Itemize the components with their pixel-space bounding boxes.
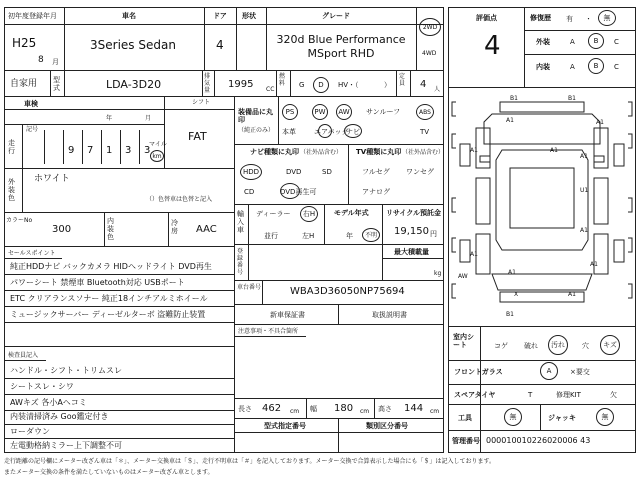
inspection-year: 年 [106,115,113,122]
inspector-note-2: シートスレ・シワ [10,382,74,391]
manual-label: 取扱説明書 [372,311,407,319]
capacity-label: 定員 [399,73,406,87]
jack-none-circled: 無 [596,408,614,426]
height-value: 144 [404,403,424,414]
displacement: 1995 [228,79,254,90]
reg-era: H25 [12,36,37,50]
repair-label: 修復歴 [530,14,551,22]
seat-hole: 穴 [582,342,589,350]
displacement-label: 排気量 [204,73,211,94]
navi-label: ナビ種類に丸印 [250,148,299,156]
mark-rear-a1: A1 [568,291,576,298]
car-name: 3Series Sedan [90,38,176,52]
mark-rear-bumper: B1 [506,311,514,318]
exterior-grade-a: A [570,38,575,46]
repair-no-circled: 無 [598,10,616,26]
ac-label: 冷房 [171,219,178,235]
mileage-digit-2: 7 [87,145,94,156]
equip-leather: 本革 [282,128,296,136]
import-dealer: ディーラー [256,210,291,218]
jack-label: ジャッキ [548,414,576,422]
mark-left-front: A1 [470,147,478,154]
seat-tear: 破れ [524,342,538,350]
equip-abs-circled: ABS [416,104,434,120]
tv-sub: （社外品含む） [402,149,445,156]
fuel-close: ） [384,81,391,89]
registration-label: 登録番号 [237,248,244,276]
length-value: 462 [262,403,282,414]
mileage-note: 記号 [26,126,39,133]
sales-point-1: 純正HDDナビ バックカメラ HIDヘッドライト DVD再生 [10,262,212,271]
recycle-value: 19,150 [394,226,429,237]
mark-roof: A1 [550,147,558,154]
inspection-label: 車検 [24,100,38,108]
inspector-note-3: AWキズ 各小Aヘコミ [10,398,87,407]
equipment-label: 装備品に丸印 [238,108,273,124]
month-unit: 月 [52,58,59,66]
sales-point-4: ミュージックサーバー ディーゼルターボ 盗難防止装置 [10,310,206,319]
equip-navi: ナビ [346,128,360,136]
equip-airbag-circle [318,124,332,138]
navi-dvd: DVD [286,168,302,176]
interior-color-label: 内装色 [107,217,114,241]
navi-cd: CD [244,188,255,196]
length-label: 長さ [238,405,252,413]
capacity: 4 [420,79,427,90]
type-label: 型式 [53,76,60,92]
mgmt-label: 管理番号 [452,437,480,445]
sales-point-2: パワーシート 禁煙車 Bluetooth対応 USBポート [10,278,185,287]
import-parallel: 並行 [264,232,278,240]
tv-label: TV種類に丸印 [356,148,402,156]
spare-label: スペアタイヤ [454,391,496,399]
mark-rear-x: X [514,291,519,298]
model-code: LDA-3D20 [106,78,162,91]
class-label: 類別区分番号 [366,422,408,430]
navi-dvd-play: DVD再生可 [280,188,317,196]
drive-4wd: 4WD [422,50,437,57]
navi-dvd-play-circle [280,183,300,199]
interior-grade-b-circled: B [588,58,604,74]
inspector-note-6: 左電動格納ミラー上下調整不可 [10,441,122,450]
tv-analog: アナログ [362,188,390,196]
footer-line-2: またメーター交換の条件を満たしていないものはメーター改ざん車とします。 [4,469,214,476]
exterior-label: 外装色 [8,178,15,202]
mileage-unit-km-circled: km [150,150,164,162]
equip-sunroof: サンルーフ [366,108,401,116]
import-right-handle-circled: 右H [300,206,318,222]
equip-airbag: エアバッグ [314,128,349,136]
exterior-color: ホワイト [34,174,70,184]
cc-unit: CC [266,86,275,93]
mark-rear-right: A1 [590,261,598,268]
equip-navi-circle [344,124,362,138]
grade-line-1: 320d Blue Performance [276,33,406,46]
warranty-label: 新車保証書 [270,311,305,319]
repair-dot: ・ [585,15,592,23]
mileage-digit-1: 9 [68,145,75,156]
color-no-value: 300 [52,224,72,235]
seat-stain-circled: 汚れ [548,335,568,355]
spare-t: T [528,391,533,399]
mileage-digit-3: 1 [106,145,113,156]
windshield-replace: ×要交 [570,368,590,376]
equip-pw-circled: PW [312,104,328,120]
mark-hood: A1 [506,117,514,124]
tools-label: 工具 [458,414,472,422]
inspector-note-1: ハンドル・シフト・トリムスレ [10,366,122,375]
equip-aw-circled: AW [336,104,352,120]
mark-right-rear: A1 [580,227,588,234]
sales-point-3: ETC クリアランスソナー 純正18インチアルミホイール [10,294,208,303]
equip-ps-circled: PS [282,104,298,120]
fuel-g: G [299,81,305,89]
interior-grade-label: 内装 [536,63,550,71]
navi-hdd-circled: HDD [240,164,262,180]
fuel-label: 燃料 [279,73,286,87]
use-label: 自家用 [10,79,38,89]
height-label: 高さ [378,405,392,413]
mileage-digit-4: 3 [125,145,132,156]
seat-label: 室内シート [453,333,474,349]
mark-left-rear: A1 [470,251,478,258]
ac-value: AAC [196,224,217,235]
tv-fullseg: フルセグ [362,168,390,176]
reg-year-label: 初年度登録年月 [8,12,57,20]
color-no-label: カラーNo [6,217,33,224]
shift-label: シフト [192,99,211,106]
exterior-grade-b-circled: B [588,33,604,49]
vin-label: 車台番号 [237,284,262,291]
car-name-label: 車名 [122,12,136,20]
import-label: 輸入車 [237,210,244,234]
inspector-notes-label: 検査員記入 [8,352,39,359]
type-cert-label: 型式指定番号 [264,422,306,430]
max-load-label: 最大積載量 [394,248,429,256]
model-year-unit: 年 [346,232,353,240]
score-label: 評価点 [476,14,497,22]
model-year-label: モデル年式 [334,209,369,217]
seat-scratch-circled: キズ [600,335,620,355]
inspector-note-4: 内装清掃済み Goo鑑定付き [10,412,109,421]
exterior-color-note: （）色替車は色替と記入 [146,196,213,203]
grade-label: グレード [322,12,350,20]
tools-none-circled: 無 [504,408,522,426]
mileage-label: 走行 [8,139,15,155]
max-load-kg: kg [434,270,442,277]
drive-2wd-circled: 2WD [419,18,441,36]
grade-line-2: MSport RHD [307,47,375,60]
interior-grade-a: A [570,63,575,71]
recycle-label: リサイクル預託金 [386,209,442,217]
car-damage-diagram [448,88,636,320]
model-year-unknown-circled: 不明 [362,228,380,242]
reg-month: 8 [38,55,44,65]
width-cm: cm [360,408,370,415]
exterior-grade-label: 外装 [536,38,550,46]
mark-front-right: A1 [596,119,604,126]
mark-front-bumper-right: B1 [568,95,576,102]
mark-right-door-u1: U1 [580,187,589,194]
navi-sd: SD [322,168,332,176]
mgmt-value: 000010010226020006 43 [486,436,591,445]
spare-missing: 欠 [610,391,617,399]
mark-wheel-aw: AW [458,273,468,280]
inspection-month: 月 [145,115,152,122]
fuel-d-circled: D [313,77,329,93]
tv-oneseg: ワンセグ [406,168,434,176]
inspector-note-5: ローダウン [10,427,50,436]
equipment-sublabel: （純正のみ） [238,127,275,134]
person-unit: 人 [434,86,441,93]
door-label: ドア [213,12,227,20]
seat-burn: コゲ [494,342,508,350]
score-value: 4 [484,31,501,61]
mark-front-bumper-left: B1 [510,95,518,102]
windshield-label: フロントガラス [454,368,503,376]
model-label: 形状 [242,12,256,20]
interior-grade-c: C [614,63,619,71]
mark-trunk: A1 [508,269,516,276]
exterior-grade-c: C [614,38,619,46]
notes-label: 注意事項・不具合箇所 [238,328,299,335]
mileage-digit-5: 3 [144,145,151,156]
import-left-handle: 左H [302,232,315,240]
sales-points-label: セールスポイント [8,250,56,257]
fuel-hv: HV・（ [338,81,359,89]
length-cm: cm [290,408,300,415]
recycle-yen: 円 [430,230,437,238]
spare-repair-kit: 修理KIT [556,391,581,399]
height-cm: cm [430,408,440,415]
mileage-unit-mile: マイル [149,141,167,148]
vin-value: WBA3D36050NP75694 [290,286,405,297]
navi-sub: （社外品含む） [300,149,343,156]
width-value: 180 [334,403,354,414]
equip-tv: TV [420,128,430,136]
footer-line-1: 走行距離の記号欄にメーター改ざん車は「＊」、メーター交換車は「＄」、走行不明車は「＃」を記入しております。メーター交換で合算表示した場合にも「＄」は記入しております。 [4,458,496,465]
mark-right-door-front: A1 [580,153,588,160]
door-count: 4 [216,38,224,52]
windshield-a-circled: A [540,362,558,380]
width-label: 幅 [310,405,317,413]
shift-value: FAT [188,130,207,143]
repair-yes: 有 [566,15,573,23]
